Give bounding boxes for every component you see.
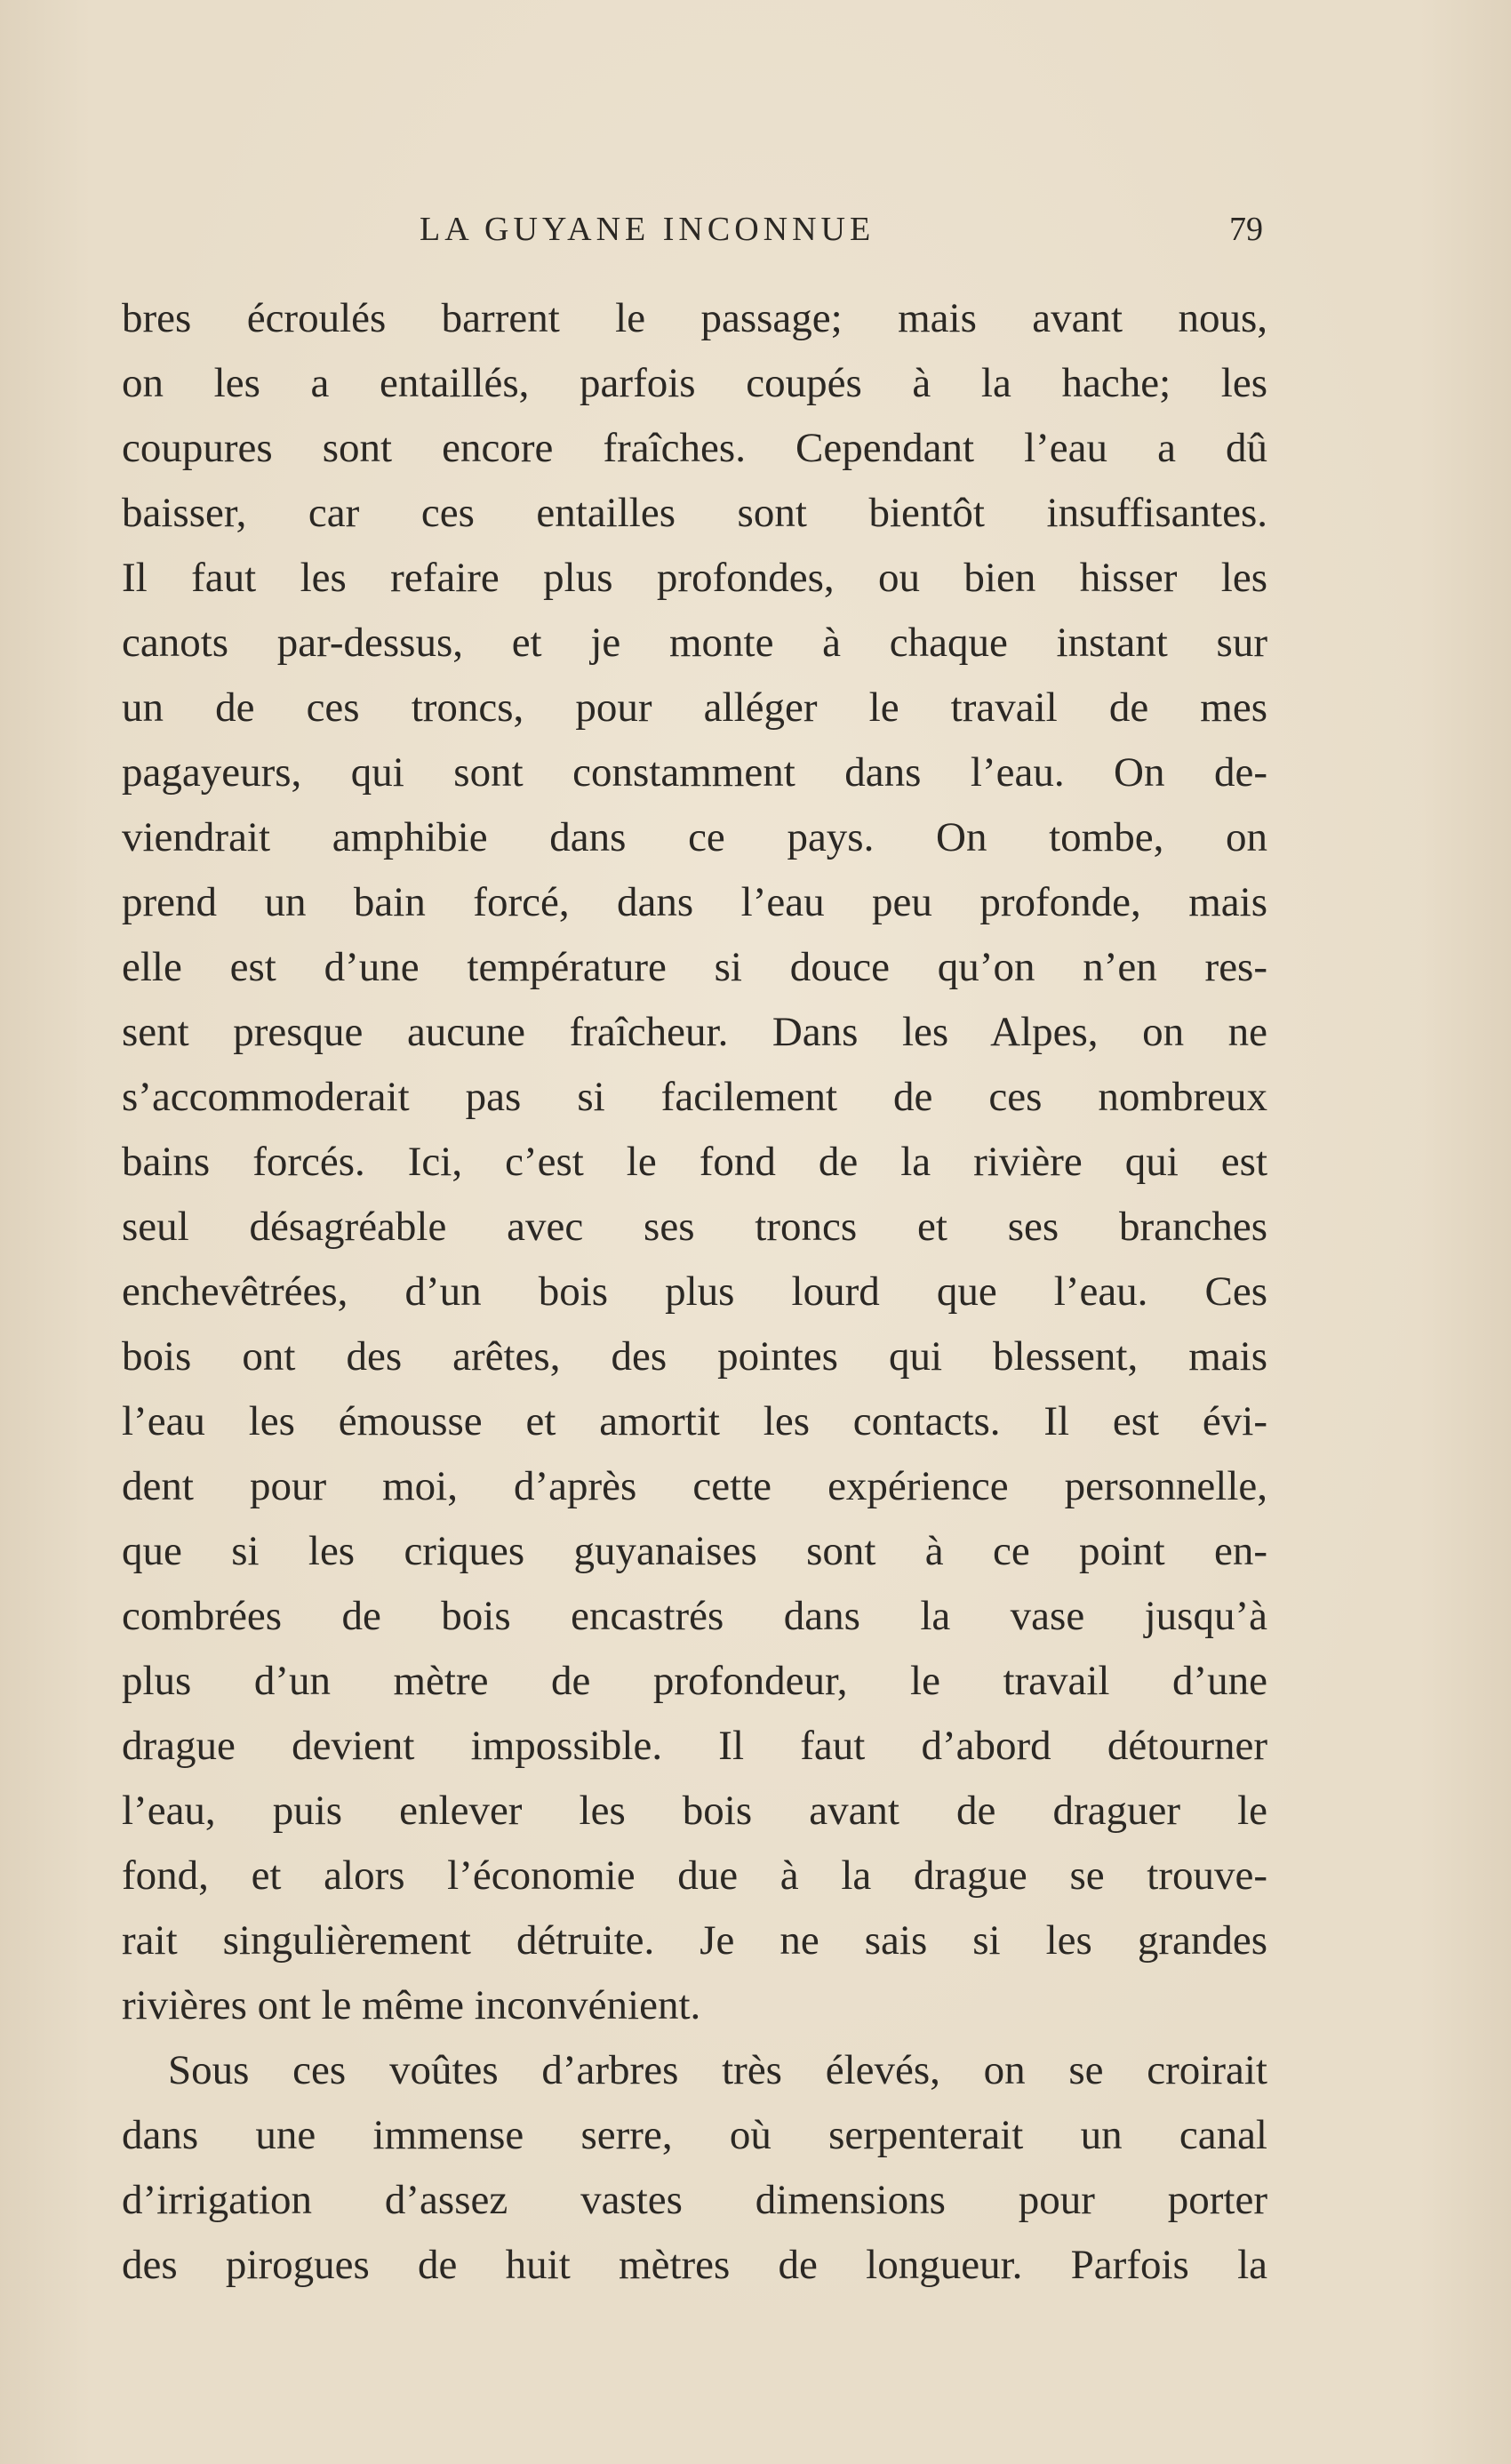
text-line: pagayeurs, qui sont constamment dans l’eau. On de- — [122, 749, 1267, 796]
text-line: drague devient impossible. Il faut d’abord détourner — [122, 1723, 1267, 1769]
text-line: d’irrigation d’assez vastes dimensions pour porter — [122, 2177, 1267, 2223]
text-line: l’eau, puis enlever les bois avant de draguer le — [122, 1788, 1267, 1834]
text-line: coupures sont encore fraîches. Cependant l’eau a dû — [122, 425, 1267, 471]
text-line: elle est d’une température si douce qu’on n’en res- — [122, 944, 1267, 990]
text-line: l’eau les émousse et amortit les contacts. Il est évi- — [122, 1398, 1267, 1444]
text-line: bois ont des arêtes, des pointes qui blessent, mais — [122, 1333, 1267, 1380]
running-title: LA GUYANE INCONNUE — [420, 211, 875, 248]
text-line: on les a entaillés, parfois coupés à la hache; les — [122, 360, 1267, 406]
text-line: que si les criques guyanaises sont à ce point en- — [122, 1528, 1267, 1574]
text-line: dans une immense serre, où serpenterait un canal — [122, 2112, 1267, 2158]
text-line: dent pour moi, d’après cette expérience personnelle, — [122, 1463, 1267, 1509]
text-line: bains forcés. Ici, c’est le fond de la rivière qui est — [122, 1139, 1267, 1185]
text-line: fond, et alors l’économie due à la drague se trouve- — [122, 1852, 1267, 1899]
text-line: s’accommoderait pas si facilement de ces nombreux — [122, 1074, 1267, 1120]
text-line: rait singulièrement détruite. Je ne sais si les grandes — [122, 1917, 1267, 1964]
page-number: 79 — [1229, 211, 1263, 248]
text-line: enchevêtrées, d’un bois plus lourd que l’eau. Ces — [122, 1268, 1267, 1315]
text-line: plus d’un mètre de profondeur, le travail d’une — [122, 1658, 1267, 1704]
body-text — [122, 286, 1267, 2298]
running-header — [0, 203, 1511, 256]
text-line: un de ces troncs, pour alléger le travail de mes — [122, 684, 1267, 731]
text-line: combrées de bois encastrés dans la vase jusqu’à — [122, 1593, 1267, 1639]
text-line: bres écroulés barrent le passage; mais avant nous, — [122, 295, 1267, 341]
text-line: sent presque aucune fraîcheur. Dans les Alpes, on ne — [122, 1009, 1267, 1055]
text-line: seul désagréable avec ses troncs et ses branches — [122, 1204, 1267, 1250]
text-line: canots par-dessus, et je monte à chaque instant sur — [122, 620, 1267, 666]
text-line: Il faut les refaire plus profondes, ou bien hisser les — [122, 555, 1267, 601]
paragraph-end-line: rivières ont le même inconvénient. — [122, 1982, 701, 2028]
paragraph-start-line: Sous ces voûtes d’arbres très élevés, on se croirait — [168, 2047, 1267, 2093]
text-line: des pirogues de huit mètres de longueur. Parfois la — [122, 2242, 1267, 2288]
text-line: viendrait amphibie dans ce pays. On tombe, on — [122, 814, 1267, 860]
text-line: baisser, car ces entailles sont bientôt insuffisantes. — [122, 490, 1267, 536]
text-line: prend un bain forcé, dans l’eau peu profonde, mais — [122, 879, 1267, 925]
